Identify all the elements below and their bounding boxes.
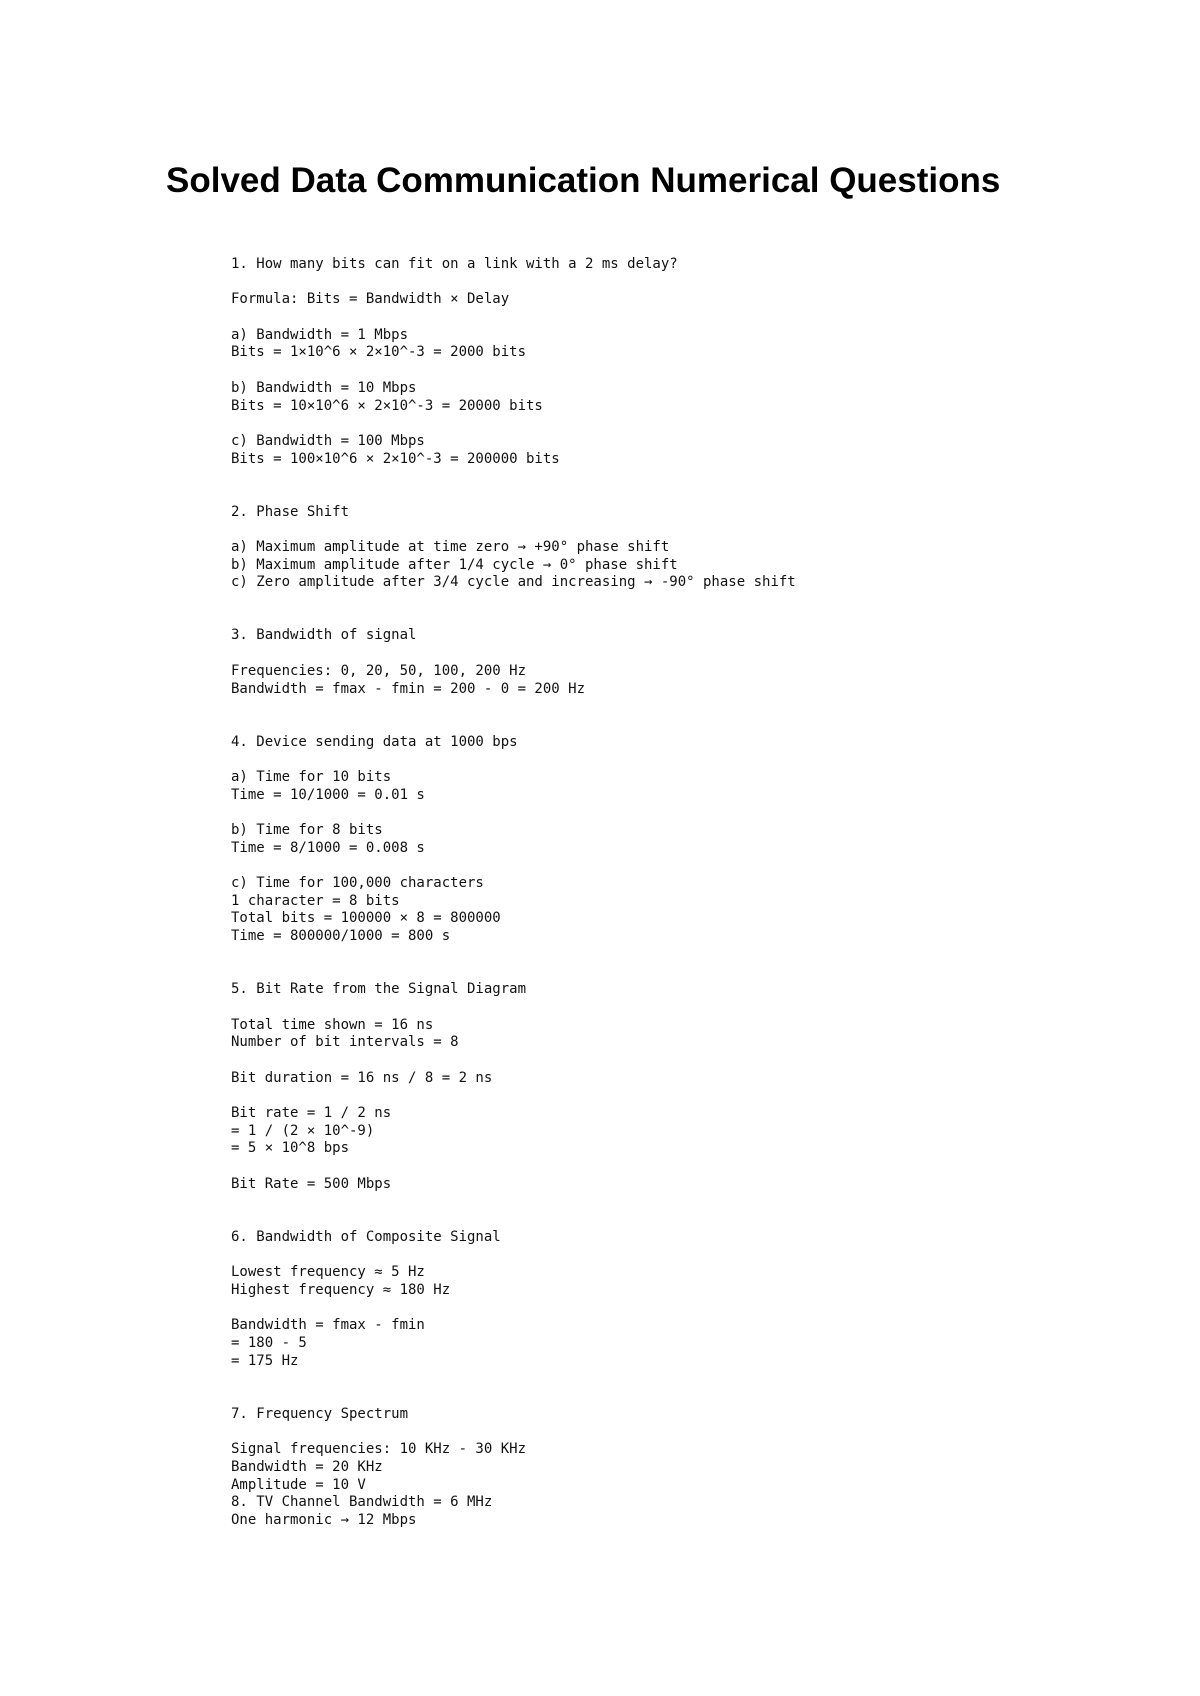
- block-gap: [231, 415, 1131, 433]
- text-line: Bit Rate = 500 Mbps: [231, 1175, 392, 1192]
- text-line: c) Zero amplitude after 3/4 cycle and increasing → -90° phase shift: [231, 574, 796, 591]
- question-heading: 2. Phase Shift: [231, 503, 350, 520]
- text-line: 8. TV Channel Bandwidth = 6 MHz: [231, 1494, 493, 1511]
- question-section: [231, 981, 1131, 1193]
- block-gap: [231, 362, 1131, 380]
- text-line: Bits = 1×10^6 × 2×10^-3 = 2000 bits: [231, 344, 527, 361]
- question-section: [231, 256, 1131, 468]
- text-line: = 175 Hz: [231, 1352, 299, 1369]
- block-gap: [231, 751, 1131, 769]
- question-heading: 5. Bit Rate from the Signal Diagram: [231, 981, 527, 998]
- text-line: b) Bandwidth = 10 Mbps: [231, 379, 417, 396]
- question-heading: 3. Bandwidth of signal: [231, 627, 417, 644]
- text-line: Time = 10/1000 = 0.01 s: [231, 786, 425, 803]
- document-body: [231, 256, 1131, 1530]
- section-gap: [231, 1194, 1131, 1229]
- text-line: a) Maximum amplitude at time zero → +90° phase shift: [231, 539, 670, 556]
- text-line: Highest frequency ≈ 180 Hz: [231, 1281, 451, 1298]
- section-gap: [231, 592, 1131, 627]
- text-line: c) Time for 100,000 characters: [231, 875, 484, 892]
- block-gap: [231, 645, 1131, 663]
- text-line: a) Bandwidth = 1 Mbps: [231, 326, 409, 343]
- block-gap: [231, 999, 1131, 1017]
- block-gap: [231, 309, 1131, 327]
- text-line: 1 character = 8 bits: [231, 892, 400, 909]
- block-gap: [231, 1158, 1131, 1176]
- section-gap: [231, 946, 1131, 981]
- block-gap: [231, 804, 1131, 822]
- question-section: [231, 1229, 1131, 1371]
- text-line: b) Maximum amplitude after 1/4 cycle → 0° phase shift: [231, 556, 678, 573]
- text-line: Number of bit intervals = 8: [231, 1034, 459, 1051]
- question-section: [231, 734, 1131, 946]
- section-gap: [231, 698, 1131, 733]
- question-heading: 4. Device sending data at 1000 bps: [231, 733, 518, 750]
- text-line: = 5 × 10^8 bps: [231, 1140, 350, 1157]
- text-line: Total bits = 100000 × 8 = 800000: [231, 910, 501, 927]
- text-line: Bits = 10×10^6 × 2×10^-3 = 20000 bits: [231, 397, 543, 414]
- text-line: Bit rate = 1 / 2 ns: [231, 1105, 392, 1122]
- question-heading: 7. Frequency Spectrum: [231, 1405, 409, 1422]
- block-gap: [231, 1423, 1131, 1441]
- text-line: Total time shown = 16 ns: [231, 1016, 434, 1033]
- block-gap: [231, 1087, 1131, 1105]
- text-line: b) Time for 8 bits: [231, 822, 383, 839]
- section-gap: [231, 1370, 1131, 1405]
- question-heading: 1. How many bits can fit on a link with a 2 ms delay?: [231, 256, 678, 272]
- text-line: = 1 / (2 × 10^-9): [231, 1122, 375, 1139]
- text-line: Formula: Bits = Bandwidth × Delay: [231, 291, 510, 308]
- text-line: Bandwidth = fmax - fmin = 200 - 0 = 200 Hz: [231, 680, 586, 697]
- block-gap: [231, 521, 1131, 539]
- question-heading: 6. Bandwidth of Composite Signal: [231, 1228, 501, 1245]
- question-section: [231, 627, 1131, 698]
- block-gap: [231, 1052, 1131, 1070]
- block-gap: [231, 857, 1131, 875]
- page-title: Solved Data Communication Numerical Questions: [166, 161, 1001, 200]
- text-line: Bit duration = 16 ns / 8 = 2 ns: [231, 1069, 493, 1086]
- text-line: = 180 - 5: [231, 1335, 307, 1352]
- block-gap: [231, 1247, 1131, 1265]
- text-line: Bits = 100×10^6 × 2×10^-3 = 200000 bits: [231, 450, 560, 467]
- question-section: [231, 1406, 1131, 1530]
- text-line: Bandwidth = 20 KHz: [231, 1458, 383, 1475]
- text-line: Time = 8/1000 = 0.008 s: [231, 839, 425, 856]
- block-gap: [231, 1300, 1131, 1318]
- text-line: Frequencies: 0, 20, 50, 100, 200 Hz: [231, 662, 527, 679]
- text-line: a) Time for 10 bits: [231, 768, 392, 785]
- text-line: Bandwidth = fmax - fmin: [231, 1317, 425, 1334]
- text-line: Amplitude = 10 V: [231, 1476, 366, 1493]
- text-line: Lowest frequency ≈ 5 Hz: [231, 1264, 425, 1281]
- question-section: [231, 504, 1131, 592]
- text-line: One harmonic → 12 Mbps: [231, 1511, 417, 1528]
- block-gap: [231, 274, 1131, 292]
- text-line: c) Bandwidth = 100 Mbps: [231, 432, 425, 449]
- text-line: Signal frequencies: 10 KHz - 30 KHz: [231, 1441, 527, 1458]
- text-line: Time = 800000/1000 = 800 s: [231, 928, 451, 945]
- section-gap: [231, 468, 1131, 503]
